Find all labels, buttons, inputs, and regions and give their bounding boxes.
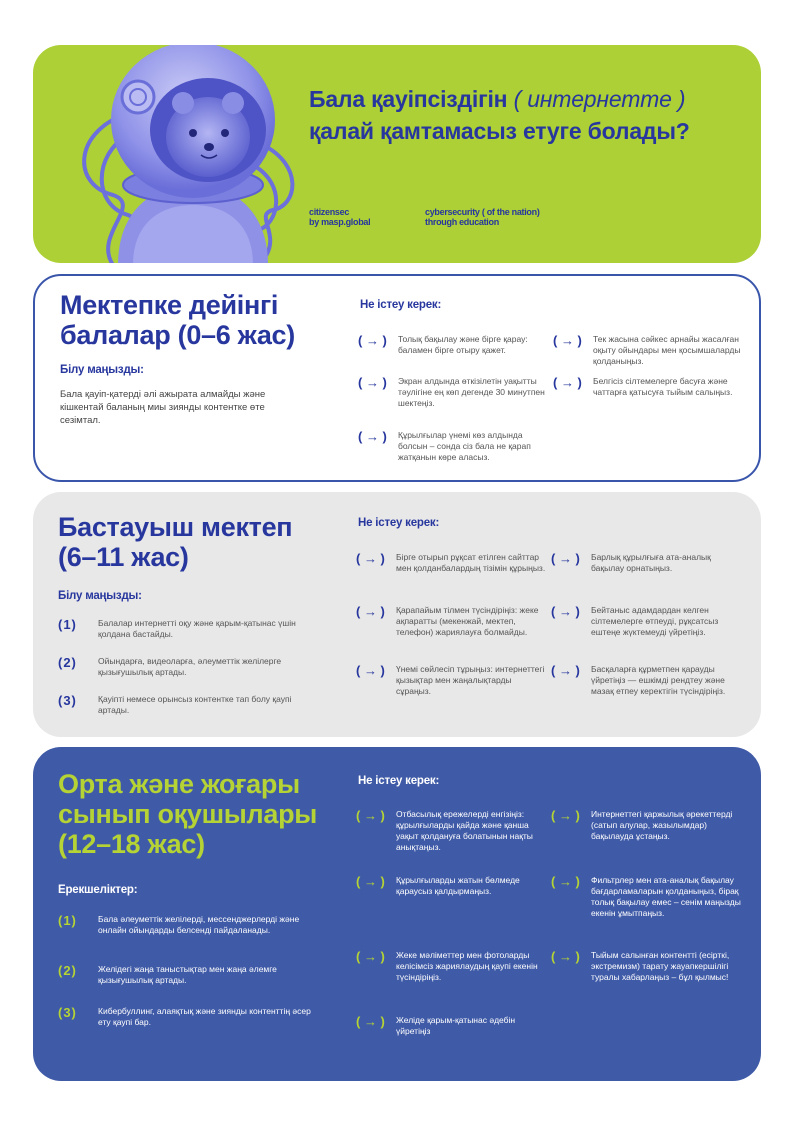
list-item-text: Бала әлеуметтік желілерді, мессенджерлерді және онлайн ойындарды белсенді пайдаланады. — [98, 914, 300, 935]
number-badge: (2) — [58, 963, 77, 978]
brand-credit — [309, 207, 370, 227]
list-item-text: Кибербуллинг, алаяқтық және зиянды контенттің әсер ету қаупі бар. — [98, 1006, 311, 1027]
arrow-right-icon: ( → ) — [553, 375, 582, 390]
important-text: Бала қауіп-қатерді әлі ажырата алмайды және кішкентай баланың миы зиянды контентке өте сезімтал. — [60, 389, 266, 426]
brand-by: by masp.global — [309, 217, 371, 227]
todo-item — [356, 809, 551, 853]
todo-text: Басқаларға құрметпен қарауды үйретіңіз — ешкімді рендтеу және мазақ етпеу керектігін түсіндіріңіз. — [591, 664, 726, 696]
todo-text: Бейтаныс адамдардан келген сілтемелерге өтпеуді, рұқсатсыз ештеңе жүктемеуді үйретіңіз. — [591, 605, 719, 637]
arrow-right-icon: ( → ) — [358, 375, 387, 390]
section-title-line: сынып оқушылары — [58, 799, 318, 829]
hero-title — [309, 83, 690, 147]
arrow-right-icon: ( → ) — [356, 604, 385, 619]
todo-text: Интернеттегі қаржылық әрекеттерді (сатып алулар, жазылымдар) бақылауда ұстаңыз. — [591, 809, 733, 841]
todo-text: Құрылғыларды жатын бөлмеде қараусыз қалдырмаңыз. — [396, 875, 520, 896]
arrow-right-icon: ( → ) — [356, 808, 385, 823]
todo-text: Фильтрлер мен ата-аналық бақылау бағдарламаларын қолданыңыз, бірақ толық бақылау емес – сенім маңызды екенін ұмытпаңыз. — [591, 875, 741, 918]
todo-text: Экран алдында өткізілетін уақытты тәулігіне ең көп дегенде 30 минутпен шектеңіз. — [398, 376, 545, 408]
section-title-line: Мектепке дейінгі — [60, 290, 279, 320]
todo-item — [356, 950, 551, 983]
arrow-right-icon: ( → ) — [551, 551, 580, 566]
list-item — [58, 914, 318, 936]
list-item — [58, 694, 318, 716]
arrow-right-icon: ( → ) — [358, 429, 387, 444]
section-preschool — [33, 274, 761, 482]
todo-item — [358, 376, 553, 409]
todo-text: Қарапайым тілмен түсіндіріңіз: жеке ақпаратты (мекенжай, мектеп, телефон) жариялауға болмайды. — [396, 605, 539, 637]
todo-text: Отбасылық ережелерді енгізіңіз: құрылғыларды қайда және қанша уақыт қолдануға болатынын нақты анықтаңыз. — [396, 809, 533, 852]
section-title-line: (6–11 жас) — [58, 542, 189, 572]
todo-text: Құрылғылар үнемі көз алдында болсын – сонда сіз бала не қарап жатқанын көре аласыз. — [398, 430, 531, 462]
hero-title-bold-2: қалай қамтамасыз етуге болады? — [309, 118, 690, 144]
list-item — [58, 656, 318, 678]
hero-title-paren: ( интернетте ) — [513, 86, 686, 112]
brand-tagline — [425, 207, 540, 227]
number-badge: (3) — [58, 693, 77, 708]
todo-text: Тек жасына сәйкес арнайы жасалған оқыту ойындары мен қосымшаларды қолданыңыз. — [593, 334, 741, 366]
section-title-line: Бастауыш мектеп — [58, 512, 293, 542]
number-badge: (2) — [58, 655, 77, 670]
todo-title: Не істеу керек: — [360, 299, 442, 311]
todo-item — [356, 1015, 551, 1037]
todo-text: Белгісіз сілтемелерге басуға және чаттарға қатысуға тыйым салыңыз. — [593, 376, 733, 397]
todo-text: Бірге отырып рұқсат етілген сайттар мен қолданбалардың тізімін құрыңыз. — [396, 552, 546, 573]
section-title — [58, 769, 317, 859]
arrow-right-icon: ( → ) — [356, 874, 385, 889]
todo-title: Не істеу керек: — [358, 517, 440, 529]
list-item-text: Желідегі жаңа таныстықтар мен жаңа әлемге қызығушылық артады. — [98, 964, 277, 985]
list-item-text: Ойындарға, видеоларға, әлеуметтік желілерге қызығушылық артады. — [98, 656, 282, 677]
list-item-text: Қауіпті немесе орынсыз контентке тап болу қаупі артады. — [98, 694, 292, 715]
arrow-right-icon: ( → ) — [553, 333, 582, 348]
arrow-right-icon: ( → ) — [551, 808, 580, 823]
todo-item — [358, 430, 553, 463]
section-primary-school — [33, 492, 761, 737]
arrow-right-icon: ( → ) — [551, 874, 580, 889]
todo-text: Барлық құрылғыға ата-аналық бақылау орнатыңыз. — [591, 552, 711, 573]
arrow-right-icon: ( → ) — [356, 551, 385, 566]
arrow-right-icon: ( → ) — [551, 663, 580, 678]
list-item — [58, 1006, 318, 1028]
section-secondary-school — [33, 747, 761, 1081]
important-subtitle: Білу маңызды: — [60, 364, 144, 376]
number-badge: (1) — [58, 913, 77, 928]
tagline-line-2: through education — [425, 217, 499, 227]
hero-title-bold-1: Бала қауіпсіздігін — [309, 86, 508, 112]
list-item — [58, 618, 318, 640]
todo-item — [553, 334, 748, 367]
todo-item — [551, 950, 746, 983]
important-subtitle: Білу маңызды: — [58, 590, 142, 602]
section-title — [58, 512, 292, 572]
todo-item — [551, 875, 746, 919]
todo-item — [356, 875, 551, 897]
number-badge: (1) — [58, 617, 77, 632]
arrow-right-icon: ( → ) — [551, 604, 580, 619]
arrow-right-icon: ( → ) — [356, 663, 385, 678]
todo-item — [551, 552, 746, 574]
arrow-right-icon: ( → ) — [358, 333, 387, 348]
section-title — [60, 290, 295, 350]
todo-text: Жеке мәліметтер мен фотоларды келісімсіз жариялаудың қаупі екенін түсіндіріңіз. — [396, 950, 538, 982]
todo-title: Не істеу керек: — [358, 775, 440, 787]
todo-text: Желіде қарым-қатынас әдебін үйретіңіз — [396, 1015, 516, 1036]
teddy-astronaut-illustration — [73, 45, 313, 263]
todo-item — [553, 376, 748, 398]
arrow-right-icon: ( → ) — [551, 949, 580, 964]
section-title-line: (12–18 жас) — [58, 829, 205, 859]
section-title-line: Орта және жоғары — [58, 769, 300, 799]
brand-name: citizensec — [309, 207, 350, 217]
number-badge: (3) — [58, 1005, 77, 1020]
todo-text: Үнемі сөйлесіп тұрыңыз: интернеттегі қызықтар мен жаңалықтарды сұраңыз. — [396, 664, 545, 696]
arrow-right-icon: ( → ) — [356, 1014, 385, 1029]
features-subtitle: Ерекшеліктер: — [58, 884, 138, 896]
todo-item — [551, 664, 746, 697]
hero-banner — [33, 45, 761, 263]
todo-item — [356, 605, 551, 638]
section-title-line: балалар (0–6 жас) — [60, 320, 295, 350]
todo-item — [551, 605, 746, 638]
todo-item — [551, 809, 746, 842]
list-item — [58, 964, 318, 986]
todo-item — [356, 552, 551, 574]
todo-item — [356, 664, 551, 697]
todo-item — [358, 334, 553, 356]
tagline-line-1: cybersecurity ( of the nation) — [425, 207, 540, 217]
todo-text: Тыйым салынған контентті (есірткі, экстремизм) тарату жауапкершілігі туралы хабарлаңыз – бұл қылмыс! — [591, 950, 730, 982]
list-item-text: Балалар интернетті оқу және қарым-қатынас үшін қолдана бастайды. — [98, 618, 296, 639]
arrow-right-icon: ( → ) — [356, 949, 385, 964]
todo-text: Толық бақылау және бірге қарау: баламен бірге отыру қажет. — [398, 334, 528, 355]
